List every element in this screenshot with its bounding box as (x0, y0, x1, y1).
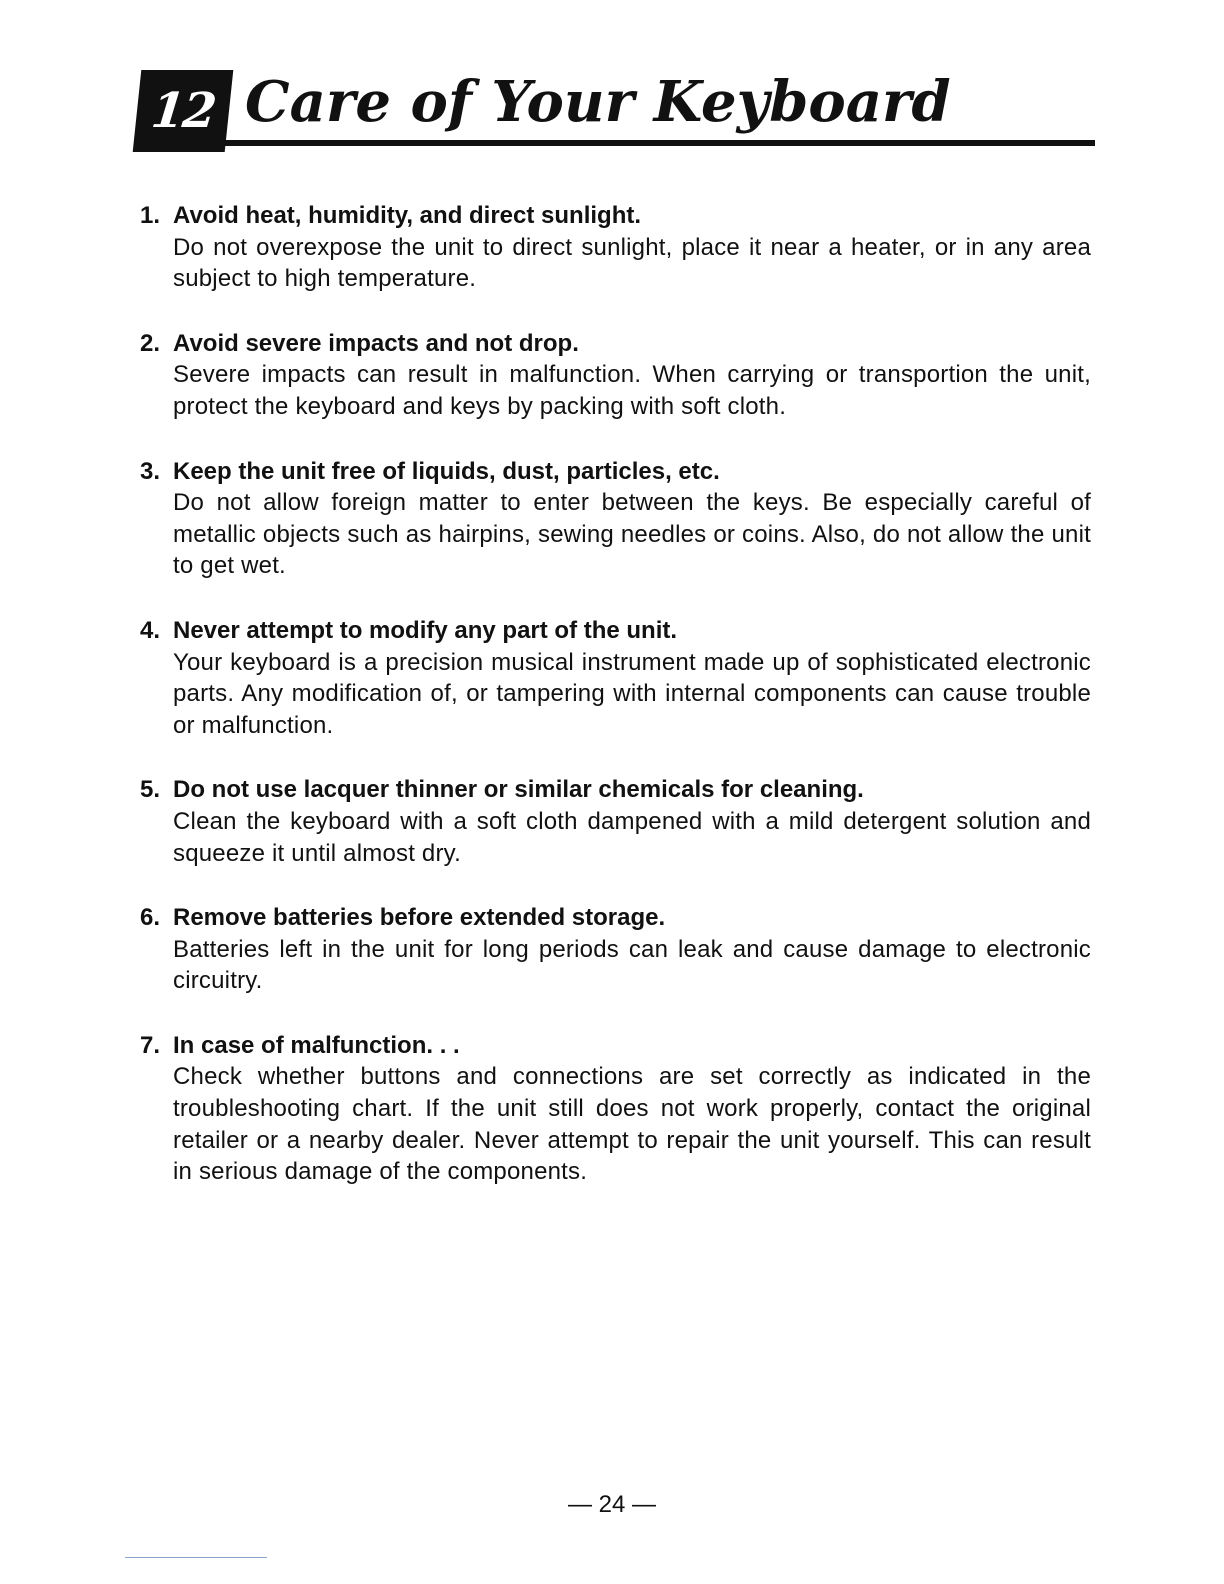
page-number: — 24 — (567, 1491, 657, 1518)
list-item (140, 328, 1100, 423)
list-item (140, 902, 1100, 997)
item-heading: Never attempt to modify any part of the unit. (173, 616, 678, 644)
item-body: Batteries left in the unit for long periods can leak and cause damage to electronic circuitry. (173, 935, 1091, 995)
item-body: Do not allow foreign matter to enter between the keys. Be especially careful of metallic objects such as hairpins, sewing needles or coins. Also, do not allow the unit to get wet. (173, 489, 1091, 580)
page-title: Care of Your Keyboard (245, 69, 951, 135)
item-body: Severe impacts can result in malfunction. When carrying or transportion the unit, protect the keyboard and keys by packing with soft cloth. (173, 361, 1091, 420)
item-heading: Remove batteries before extended storage. (173, 904, 666, 932)
scan-artifact-line (125, 1557, 267, 1558)
item-body: Do not overexpose the unit to direct sunlight, place it near a heater, or in any area subject to high temperature. (173, 233, 1091, 293)
item-number: 5. (140, 776, 161, 804)
item-number: 1. (140, 202, 161, 229)
item-heading: Avoid heat, humidity, and direct sunlight. (173, 202, 642, 229)
item-number: 6. (140, 904, 161, 932)
item-heading: Do not use lacquer thinner or similar chemicals for cleaning. (173, 776, 864, 804)
item-body: Check whether buttons and connections are set correctly as indicated in the troubleshooting chart. If the unit still does not work properly, contact the original retailer or a nearby dealer. Never attempt to repair the unit yourself. This can result in serious damage of the components. (173, 1063, 1091, 1186)
list-item (140, 200, 1100, 295)
item-body: Clean the keyboard with a soft cloth dampened with a mild detergent solution and squeeze it until almost dry. (173, 807, 1091, 867)
item-heading: In case of malfunction. . . (173, 1031, 460, 1059)
item-number: 7. (140, 1031, 161, 1059)
title-underline-rule (137, 140, 1095, 146)
list-item (140, 774, 1100, 869)
item-body: Your keyboard is a precision musical instrument made up of sophisticated electronic parts. Any modification of, or tampering with internal components can cause trouble or malfunction. (173, 648, 1091, 739)
chapter-number-badge: 12 (133, 70, 234, 152)
item-number: 2. (140, 329, 161, 357)
list-item (140, 1030, 1100, 1188)
item-number: 3. (140, 457, 161, 485)
item-heading: Keep the unit free of liquids, dust, particles, etc. (173, 457, 720, 485)
list-item (140, 615, 1100, 741)
care-instructions-list (140, 200, 1100, 1221)
list-item (140, 456, 1100, 582)
item-number: 4. (140, 616, 161, 644)
item-heading: Avoid severe impacts and not drop. (173, 329, 579, 357)
